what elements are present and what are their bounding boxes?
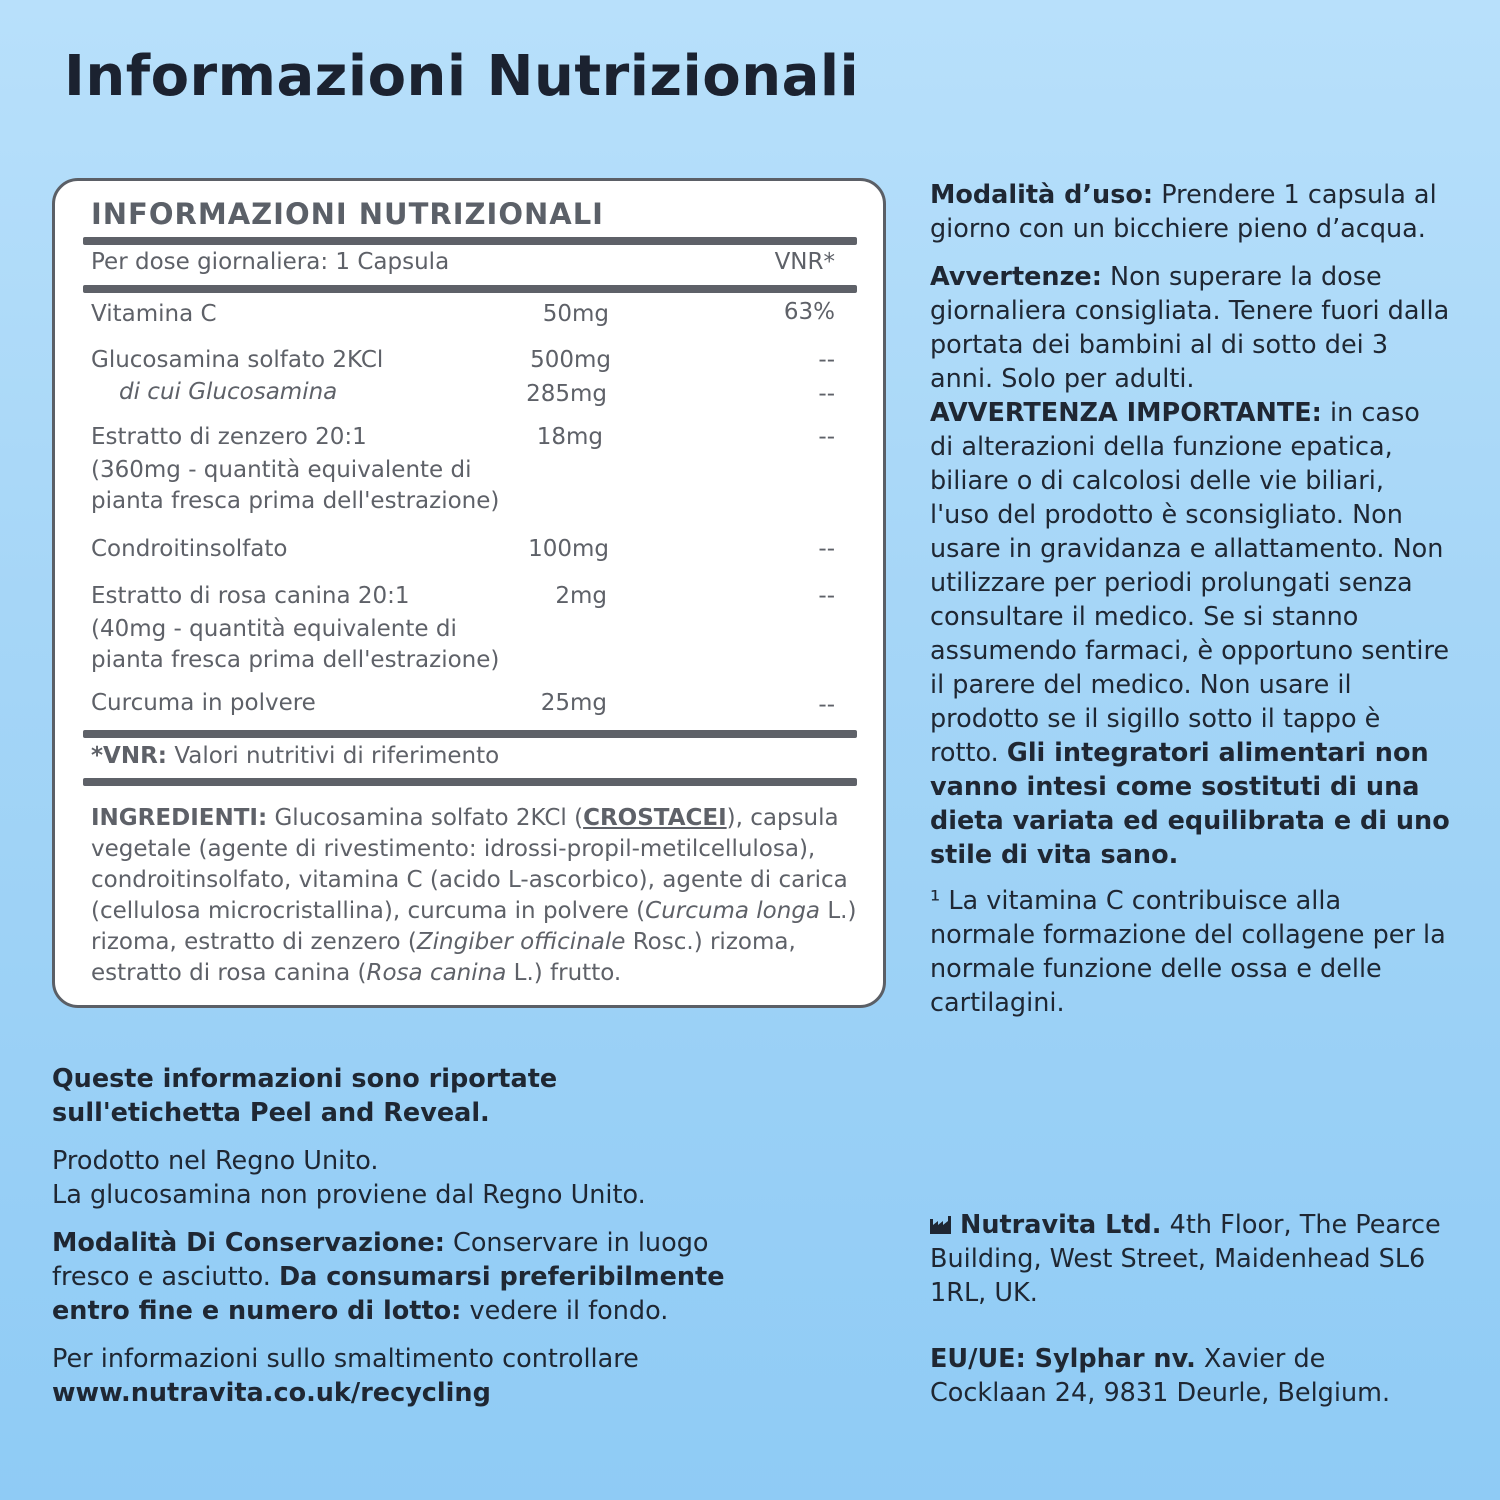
vnr-note xyxy=(91,743,499,769)
address-block xyxy=(930,1208,1450,1442)
nutrient-amount: 285mg xyxy=(526,381,607,407)
vnr-header: VNR* xyxy=(774,249,835,275)
per-dose-row xyxy=(91,249,449,275)
nutrient-name: Condroitinsolfato xyxy=(91,536,288,562)
nutrient-name: Estratto di rosa canina 20:1 xyxy=(91,583,410,609)
per-dose-label: Per dose giornaliera: xyxy=(91,249,329,275)
nutrient-name: Glucosamina solfato 2KCl xyxy=(91,347,384,373)
nutrient-amount: 100mg xyxy=(528,536,609,562)
divider-thick xyxy=(83,237,857,245)
nutrient-subname: di cui Glucosamina xyxy=(119,379,338,405)
peel-note: Queste informazioni sono riportate sull'etichetta Peel and Reveal. xyxy=(52,1064,558,1128)
ingredients-label: INGREDIENTI: xyxy=(91,805,268,831)
nutrient-vnr: -- xyxy=(818,583,835,609)
allergen: CROSTACEI xyxy=(583,805,727,831)
nutrient-note: (360mg - quantità equivalente di pianta fresca prima dell'estrazione) xyxy=(91,457,500,514)
nutrient-vnr: -- xyxy=(818,381,835,407)
per-dose-value: 1 Capsula xyxy=(335,249,450,275)
ingredients-text: INGREDIENTI: Glucosamina solfato 2KCl (CROSTACEI), capsula vegetale (agente di rivestimento: idrossi-propil-metilcellulosa), condroitinsolfato, vitamina C (acido L-ascorbico), agente di carica (cellulosa microcristallina), curcuma in polvere (Curcuma longa L.) rizoma, estratto di zenzero (Zingiber officinale Rosc.) rizoma, estratto di rosa canina (Rosa canina L.) frutto. xyxy=(91,805,857,986)
footnote: ¹ La vitamina C contribuisce alla normale formazione del collagene per la normale funzione delle ossa e delle cartilagini. xyxy=(930,886,1446,1018)
page-title: Informazioni Nutrizionali xyxy=(64,44,860,109)
nutrient-name: Curcuma in polvere xyxy=(91,690,316,716)
nutrition-panel xyxy=(52,178,886,1008)
nutrient-amount: 500mg xyxy=(530,347,611,373)
recycling-link[interactable]: www.nutravita.co.uk/recycling xyxy=(52,1378,491,1408)
nutrient-amount: 18mg xyxy=(536,424,603,450)
nutrient-note: (40mg - quantità equivalente di pianta fresca prima dell'estrazione) xyxy=(91,616,500,673)
divider-thick xyxy=(83,285,857,293)
divider-thick xyxy=(83,778,857,786)
nutrient-vnr: -- xyxy=(818,692,835,718)
warnings-text: Avvertenze: Non superare la dose giornaliera consigliata. Tenere fuori dalla portata dei bambini al di sotto dei 3 anni. Solo per adulti. AVVERTENZA IMPORTANTE: in caso di alterazioni della funzione epatica, biliare o di calcolosi delle vie biliari, l'uso del prodotto è sconsigliato. Non usare in gravidanza e allattamento. Non utilizzare per periodi prolungati senza consultare il medico. Se si stanno assumendo farmaci, è opportuno sentire il parere del medico. Non usare il prodotto se il sigillo sotto il tappo è rotto. Gli integratori alimentari non vanno intesi come sostituti di una dieta variata ed equilibrata e di uno stile di vita sano. xyxy=(930,262,1450,870)
eu-rep-address: EU/UE: Sylphar nv. Xavier de Cocklaan 24, 9831 Deurle, Belgium. xyxy=(930,1344,1391,1408)
vnr-note-text: Valori nutritivi di riferimento xyxy=(174,743,500,769)
nutrient-name: Estratto di zenzero 20:1 xyxy=(91,424,367,450)
storage-text: Modalità Di Conservazione: Conservare in luogo fresco e asciutto. Da consumarsi preferibilmente entro fine e numero di lotto: vedere il fondo. xyxy=(52,1228,725,1326)
usage-warnings-column xyxy=(930,178,1450,1034)
label-info-block xyxy=(52,1062,752,1424)
nutrient-amount: 25mg xyxy=(540,690,607,716)
nutrient-vnr: -- xyxy=(818,347,835,373)
usage-text: Modalità d’uso: Prendere 1 capsula al giorno con un bicchiere pieno d’acqua. xyxy=(930,180,1437,244)
manufacturer-address: Nutravita Ltd. 4th Floor, The Pearce Building, West Street, Maidenhead SL6 1RL, UK. xyxy=(930,1210,1441,1308)
nutrient-vnr: 63% xyxy=(783,299,835,325)
nutrient-name: Vitamina C xyxy=(91,301,217,327)
nutrient-vnr: -- xyxy=(818,536,835,562)
factory-icon xyxy=(930,1216,952,1234)
divider-thick xyxy=(83,730,857,738)
nutrient-amount: 50mg xyxy=(542,301,609,327)
nutrient-amount: 2mg xyxy=(555,583,607,609)
recycling-text: Per informazioni sullo smaltimento controllare www.nutravita.co.uk/recycling xyxy=(52,1344,639,1408)
origin-text: Prodotto nel Regno Unito. La glucosamina non proviene dal Regno Unito. xyxy=(52,1146,646,1210)
panel-heading: INFORMAZIONI NUTRIZIONALI xyxy=(91,197,604,231)
nutrient-vnr: -- xyxy=(818,424,835,450)
vnr-note-label: *VNR: xyxy=(91,743,167,769)
